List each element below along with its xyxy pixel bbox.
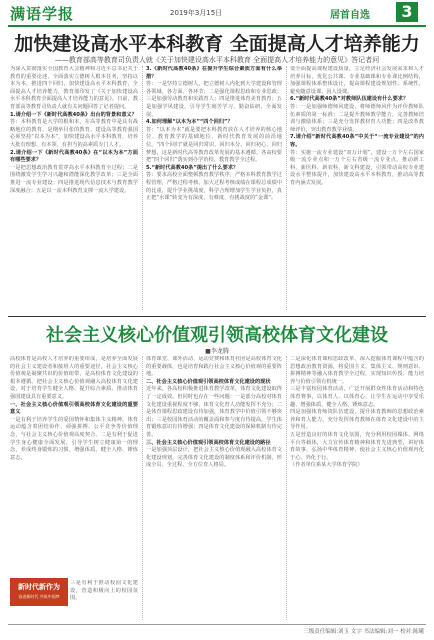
column-divider: [286, 356, 287, 620]
paragraph: 答：实施一流专业建设“双万计划”，建设一万个左右国家级一流专业点和一万个左右省级一流专业点。推动新工科、新医科、新农科、新文科建设，引领带动高校专业建设水平整体提升，加快建设高水平本科教育，推动高等教育内涵式发展。: [290, 149, 424, 186]
header-divider: [8, 25, 426, 27]
section-heading: 7.请介绍“新时代高教40条”中关于“一流专业建设”的内容。: [290, 134, 424, 148]
column-divider: [286, 66, 287, 310]
article2-column-1-continued: [70, 580, 138, 620]
article2-headline: 社会主义核心价值观引领高校体育文化建设: [46, 325, 388, 346]
paragraph: 答：本科教育是大学的根和本，在高等教育中是具有战略地位的教育、是纲举目张的教育。建设高等教育强国必须坚持“以本为本”，加快建设高水平本科教育，培养大批有理想、有本领、有担当的高素质专门人才。: [10, 119, 138, 148]
footer-divider: [8, 624, 426, 625]
paragraph: 一是有利于培养学生的爱国情怀和集体主义精神。体育运动蕴含着团结协作、顽强拼搏、公平竞争等价值理念，与社会主义核心价值观高度契合。二是有利于促进学生身心健康全面发展，引导学生树立健康第一的理念，养成终身锻炼的习惯，增强体质、健全人格、锤炼意志。: [10, 416, 138, 461]
paragraph: 三是丰富校园体育活动，广泛开展群众性体育活动和特色体育赛事，以体育人、以体育心，让学生在运动中享受乐趣、增强体质、健全人格、锤炼意志。: [290, 386, 424, 408]
section-heading: 4.如何理解“以本为本”“四个回归”？: [146, 119, 233, 126]
paragraph: 五是营造良好的体育文化氛围，充分利用校园媒体、网络平台等载体，大力宣传体育精神和体育先进典型，讲好体育故事，弘扬中华体育精神，使社会主义核心价值观内化于心、外化于行。: [290, 431, 424, 461]
section-heading: 6.“新时代高教40条”对教师队伍建设有什么要求？: [290, 96, 409, 103]
ad-subtitle: 奋进新时代 共筑中国梦: [18, 594, 60, 599]
article1-headline: 加快建设高水平本科教育 全面提高人才培养能力: [14, 33, 420, 55]
issue-date: 2019年3月15日: [170, 9, 223, 17]
paragraph: 高校体育是高校人才培养的重要组成，是培养全面发展的社会主义建设者和接班人的重要途径。社会主义核心价值观是凝聚共识的价值纽带，是高校体育文化建设的根本遵循。把社会主义核心价值观融入高校体育文化建设，对于培育学生健全人格、提升综合素质、推动体育强国建设具有重要意义。: [10, 356, 138, 400]
column-divider: [142, 356, 143, 620]
article2-column-1: [10, 356, 138, 574]
paragraph: 近年来，各高校积极推进体育教学改革，体育文化建设取得了一定成效。但同时也存在一些问题：一是部分高校对体育文化建设重视程度不够，体育文化育人功能发挥不充分；二是体育课程思政建设有待加强，体育教学中价值引领不够突出；三是校园体育活动的覆盖面和参与度有待提高，学生体育锻炼意识有待增强；四是体育文化建设的保障机制有待完善。: [146, 386, 282, 438]
section-heading: 二、社会主义核心价值观引领高校体育文化建设的现状: [146, 378, 271, 385]
section-heading: 三、社会主义核心价值观引领高校体育文化建设的路径: [146, 439, 271, 446]
section-heading: 一、社会主义核心价值观引领高校体育文化建设的重要意义: [10, 401, 138, 416]
paragraph: 一是加强顶层设计，把社会主义核心价值观融入高校体育文化建设规划，完善体育文化建设的制度体系和评价机制，形成全员、全过程、全方位育人格局。: [146, 447, 282, 469]
article1-subhead: ——教育部高等教育司负责人就《关于加快建设高水平本科教育 全面提高人才培养能力的意见》答记者问: [54, 56, 380, 64]
article1-column-3: [290, 66, 424, 310]
article2-column-2: [146, 356, 282, 620]
ad-title: 新时代新作为: [18, 583, 60, 591]
article1-column-2: [146, 66, 282, 310]
paragraph: 答：一是坚持立德树人，把立德树人内化到大学建设和管理各领域、各方面、各环节；二是强化课程思政和专业思政；三是加强劳动教育和实践育人；四是推进体育美育教育；五是加强学风建设，引导学生刻苦学习、勤奋钻研、全面发展。: [146, 81, 282, 118]
footer-credits: 三级责任编辑:刘玉 文字 书法编辑:刘一 校对:陈曦: [303, 629, 424, 635]
paragraph: （作者单位系某大学体育学院）: [290, 462, 363, 469]
paragraph: 二是深化体育课程思政改革，深入挖掘体育课程中蕴含的思想政治教育资源，将爱国主义、集体主义、规则意识、拼搏精神等融入体育教学全过程，实现知识传授、能力培养与价值引领有机统一。: [290, 356, 424, 385]
newspaper-name: 满语学报: [10, 5, 75, 23]
paragraph: 一是把思想政治教育贯穿高水平本科教育全过程；二是围绕激发学生学习兴趣和潜能深化教学改革；三是全面推进一流专业建设；四是推进现代信息技术与教育教学深度融合；五是以一流本科教育支撑一流大学建设。: [10, 164, 138, 194]
page-number-badge: 3: [396, 2, 418, 22]
section-heading: 2.请介绍一下《新时代高教40条》在“以本为本”方面有哪些要求？: [10, 149, 138, 164]
paragraph: 要全面提高课程建设质量，立足经济社会发展需求和人才培养目标，优化公共课、专业基础课和专业课比例结构，加强课程体系整体设计，提高课程建设规划性、系统性，避免随意设课、因人设课。: [290, 66, 424, 95]
article2-byline: ■李龙腾: [205, 348, 229, 355]
article-separator: [8, 316, 426, 317]
article2-column-3: [290, 356, 424, 620]
article1-column-1: [10, 66, 138, 310]
paragraph: 为深入贯彻落实全国教育大会精神和习近平总书记关于教育的重要论述，全面落实立德树人根本任务，坚持以本为本，推进四个回归，加快建设高水平本科教育，全面提高人才培养能力，教育部印发了《关于加快建设高水平本科教育全面提高人才培养能力的意见》。日前，教育部高等教育司负责人就有关问题回答了记者提问。: [10, 66, 138, 110]
section-heading: 3.《新时代高教40条》在提升学生综合素质方面有什么举措？: [146, 66, 282, 80]
section-heading: 5.“新时代高教40条”提出了什么要求？: [146, 164, 239, 171]
paragraph: 答：要求高校全面整顿教育教学秩序，严格本科教育教学过程管理，严格过程考核，加大过程考核成绩在课程总成绩中的比重，提升学业挑战度，科学合理增加学生学业负担，真正把“水课”转变为有深度、有难度、有挑战度的“金课”。: [146, 172, 282, 202]
advertisement-banner[interactable]: [10, 578, 68, 606]
paragraph: 体育课堂、课外活动、运动竞赛和体育社团是高校体育文化的重要载体，也是培育和践行社会主义核心价值观的重要阵地。: [146, 356, 282, 378]
paragraph: 三是有利于推动校园文化建设，营造积极向上的校园氛围。: [70, 580, 138, 602]
section-name: 居首自选: [330, 10, 370, 21]
column-divider: [142, 66, 143, 310]
section-heading: 1.请介绍一下《新时代高教40条》出台的背景和意义？: [10, 111, 137, 118]
masthead: [0, 0, 434, 24]
paragraph: 答：“以本为本”就是要把本科教育放在人才培养的核心地位、教育教学的基础地位、新时代教育发展的前沿地位。“四个回归”就是回归常识、回归本分、回归初心、回归梦想，这是新时代高等教育改革发展的基本遵循。各高校要把“四个回归”落实到办学治校、教育教学全过程。: [146, 126, 282, 164]
paragraph: 答：一是加强师德师风建设，将师德师风作为评价教师队伍素质的第一标准；二是提升教师教学能力，完善教师培训与激励体系；三是充分发挥教材育人功能；四是改革教师评价，突出教育教学业绩。: [290, 103, 424, 133]
paragraph: 四是加强体育师资队伍建设，提升体育教师的思想政治素养和育人能力，充分发挥体育教师在体育文化建设中的主导作用。: [290, 409, 424, 431]
